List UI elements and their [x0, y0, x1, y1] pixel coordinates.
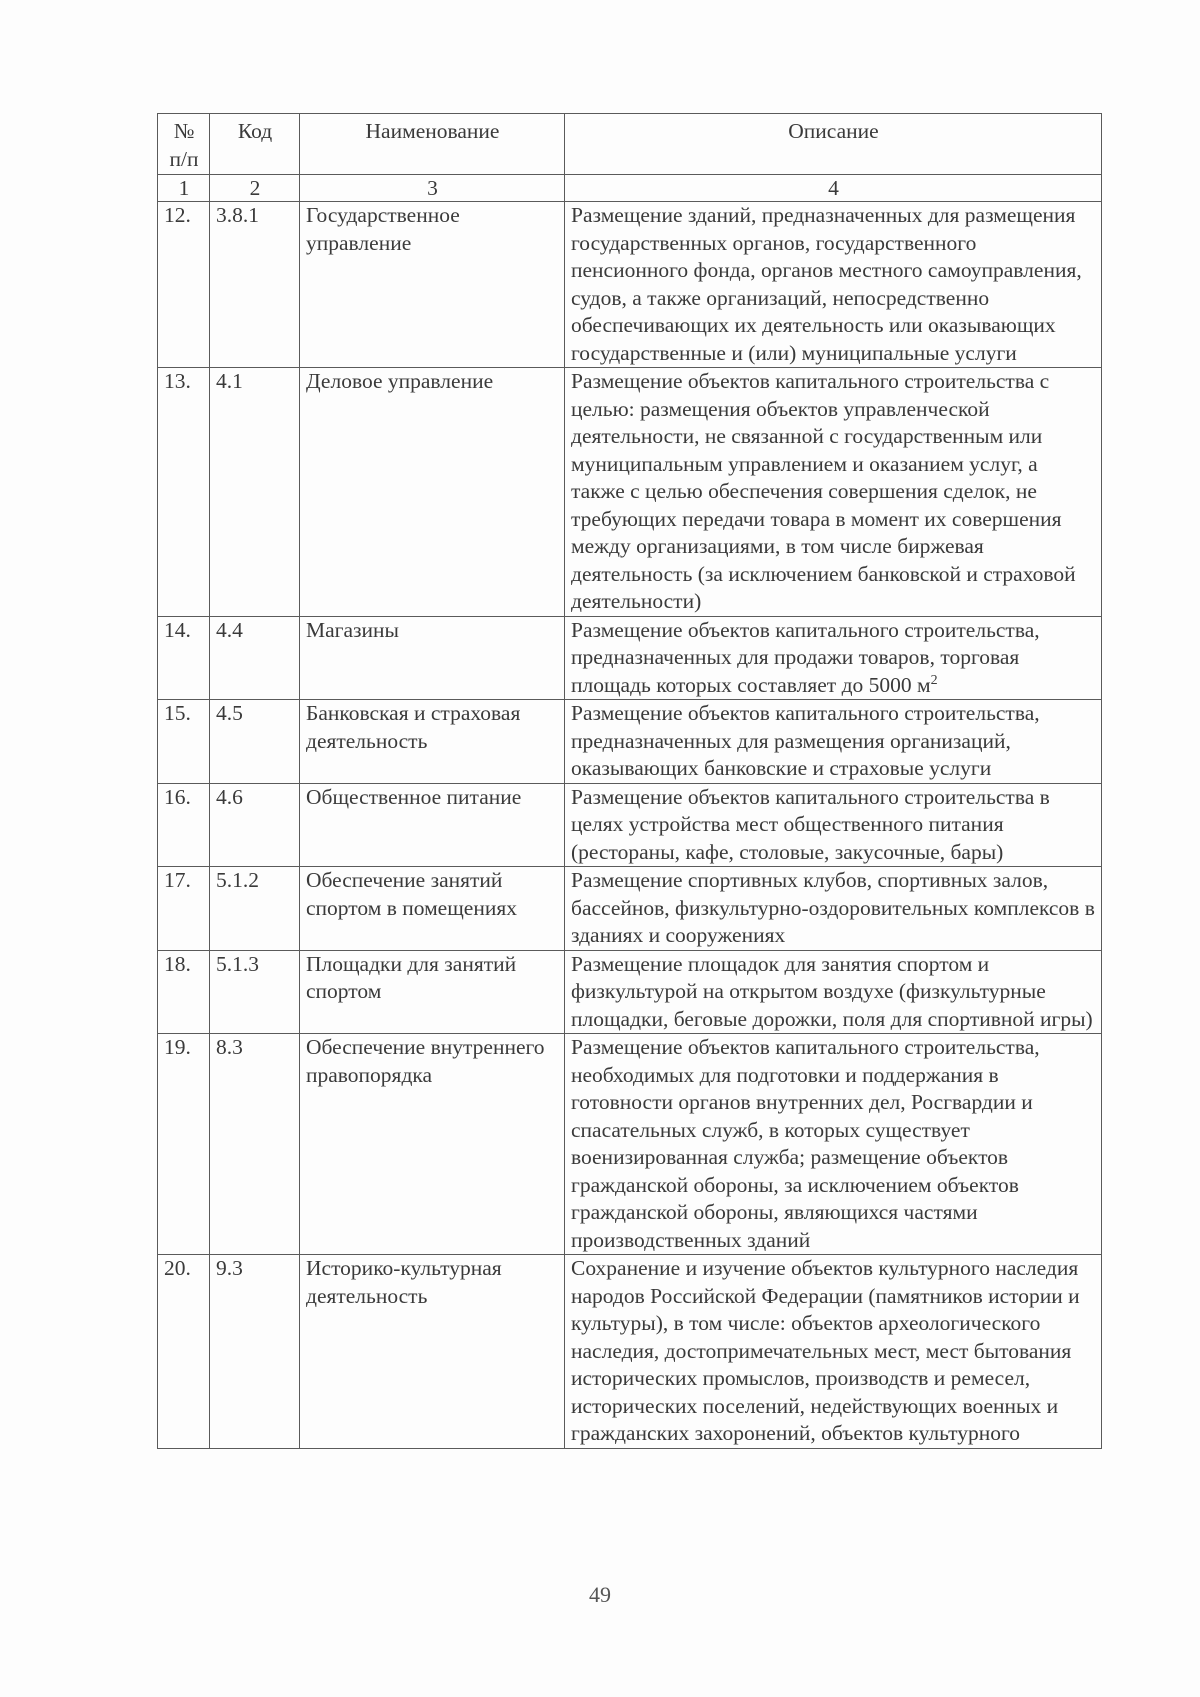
table-row: [158, 616, 1102, 700]
table-row: [158, 700, 1102, 784]
row-code: 8.3: [210, 1034, 300, 1255]
column-number: 3: [300, 175, 565, 202]
row-description-text: Размещение объектов капитального строительства, предназначенных для продажи товаров, торговая площадь которых составляет до 5000 м: [571, 617, 1040, 697]
row-number: 20.: [158, 1255, 210, 1449]
header-description: Описание: [565, 114, 1102, 175]
table-row: [158, 1034, 1102, 1255]
column-number-row: [158, 175, 1102, 202]
row-code: 4.6: [210, 783, 300, 867]
page-number: 49: [589, 1582, 611, 1607]
row-description: [565, 616, 1102, 700]
row-code: 5.1.2: [210, 867, 300, 951]
row-description: Размещение зданий, предназначенных для размещения государственных органов, государственного пенсионного фонда, органов местного самоуправления, судов, а также организаций, непосредственно обеспечивающих их деятельность или оказывающих государственные и (или) муниципальные услуги: [565, 202, 1102, 368]
row-name: Государственное управление: [300, 202, 565, 368]
row-number: 18.: [158, 950, 210, 1034]
land-use-table: [157, 113, 1102, 1449]
table-row: [158, 867, 1102, 951]
header-code: Код: [210, 114, 300, 175]
table-row: [158, 368, 1102, 617]
row-number: 12.: [158, 202, 210, 368]
superscript-exponent: 2: [930, 672, 938, 688]
row-name: Историко-культурная деятельность: [300, 1255, 565, 1449]
row-name: Общественное питание: [300, 783, 565, 867]
row-code: 3.8.1: [210, 202, 300, 368]
row-description: Размещение объектов капитального строительства, предназначенных для размещения организаций, оказывающих банковские и страховые услуги: [565, 700, 1102, 784]
row-number: 16.: [158, 783, 210, 867]
row-description: Размещение спортивных клубов, спортивных залов, бассейнов, физкультурно-оздоровительных комплексов в зданиях и сооружениях: [565, 867, 1102, 951]
row-number: 17.: [158, 867, 210, 951]
table-row: [158, 950, 1102, 1034]
row-code: 5.1.3: [210, 950, 300, 1034]
row-description: Размещение объектов капитального строительства, необходимых для подготовки и поддержания в готовности органов внутренних дел, Росгвардии и спасательных служб, в которых существует военизированная служба; размещение объектов гражданской обороны, за исключением объектов гражданской обороны, являющихся частями производственных зданий: [565, 1034, 1102, 1255]
row-description: Сохранение и изучение объектов культурного наследия народов Российской Федерации (памятников истории и культуры), в том числе: объектов археологического наследия, достопримечательных мест, мест бытования исторических промыслов, производств и ремесел, исторических поселений, недействующих военных и гражданских захоронений, объектов культурного: [565, 1255, 1102, 1449]
row-name: Обеспечение внутреннего правопорядка: [300, 1034, 565, 1255]
row-name: Площадки для занятий спортом: [300, 950, 565, 1034]
table-row: [158, 1255, 1102, 1449]
row-name: Деловое управление: [300, 368, 565, 617]
row-number: 13.: [158, 368, 210, 617]
row-name: Банковская и страховая деятельность: [300, 700, 565, 784]
row-code: 4.1: [210, 368, 300, 617]
row-code: 4.5: [210, 700, 300, 784]
row-number: 15.: [158, 700, 210, 784]
row-name: Обеспечение занятий спортом в помещениях: [300, 867, 565, 951]
column-number: 4: [565, 175, 1102, 202]
header-name: Наименование: [300, 114, 565, 175]
table-header-row: [158, 114, 1102, 175]
row-description: Размещение площадок для занятия спортом и физкультурой на открытом воздухе (физкультурные площадки, беговые дорожки, поля для спортивной игры): [565, 950, 1102, 1034]
row-code: 4.4: [210, 616, 300, 700]
row-number: 19.: [158, 1034, 210, 1255]
row-number: 14.: [158, 616, 210, 700]
row-description: Размещение объектов капитального строительства в целях устройства мест общественного питания (рестораны, кафе, столовые, закусочные, бары): [565, 783, 1102, 867]
row-name: Магазины: [300, 616, 565, 700]
table-row: [158, 202, 1102, 368]
column-number: 2: [210, 175, 300, 202]
table-row: [158, 783, 1102, 867]
column-number: 1: [158, 175, 210, 202]
header-num: № п/п: [158, 114, 210, 175]
row-description: Размещение объектов капитального строительства с целью: размещения объектов управленческой деятельности, не связанной с государственным или муниципальным управлением и оказанием услуг, а также с целью обеспечения совершения сделок, не требующих передачи товара в момент их совершения между организациями, в том числе биржевая деятельность (за исключением банковской и страховой деятельности): [565, 368, 1102, 617]
row-code: 9.3: [210, 1255, 300, 1449]
